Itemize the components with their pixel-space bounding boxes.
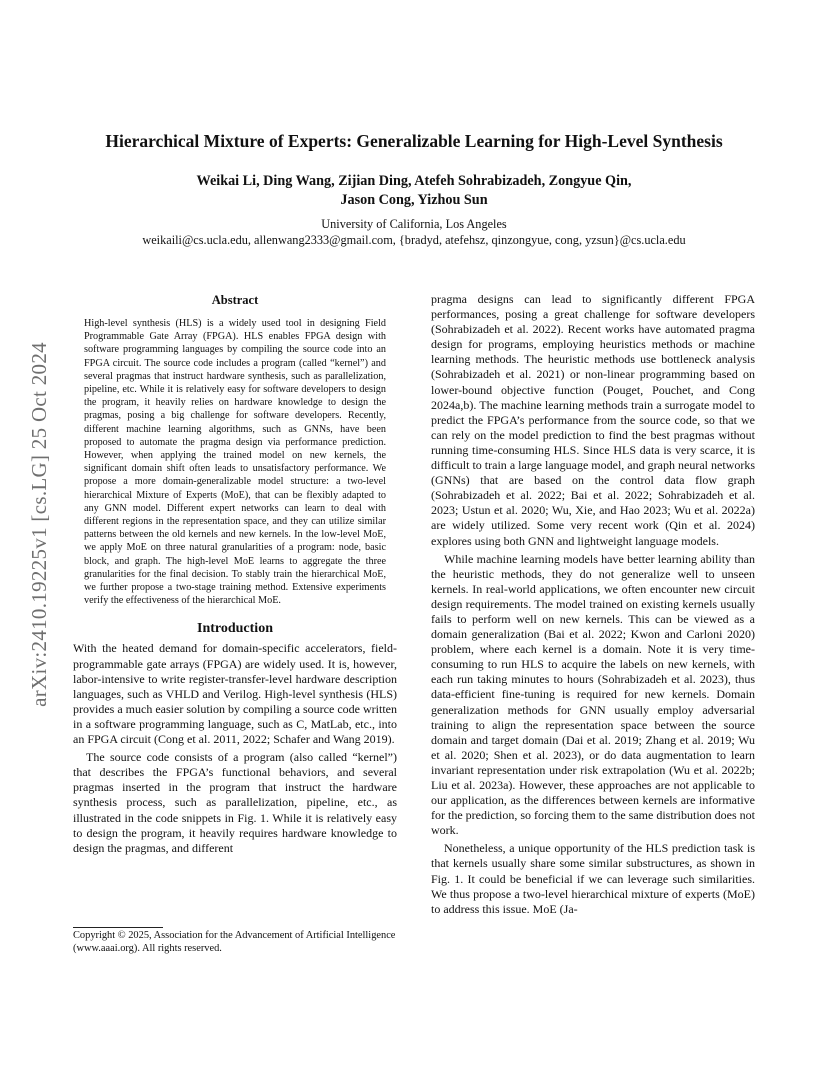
introduction-paragraph-2: The source code consists of a program (also called “kernel”) that describes the FPGA’s functional behaviors, and several pragmas inserted in the program that instruct the hardware synthesis process, such as parallelization, pipeline, etc., as illustrated in the code snippets in Fig. 1. While it is relatively easy to design the program, it heavily requires hardware knowledge to design the pragmas, and different (73, 750, 397, 855)
right-paragraph-2: While machine learning models have better learning ability than the heuristic methods, they do not generalize well to unseen kernels. In real-world applications, we often encounter new circuit design requirements. The model trained on existing kernels usually fails to perform well on new kernels. This can be viewed as a domain generalization (Bai et al. 2022; Kwon and Carloni 2020) problem, where each kernel is a domain. Note it is very time-consuming to run HLS to acquire the labels on new kernels, with each run taking minutes to hours (Sohrabizadeh et al. 2023), thus data-efficient fine-tuning is required for new kernels. Domain generalization methods for GNN usually employ adversarial training to align the representation space between the source domain and target domain (Dai et al. 2019; Zhang et al. 2019; Wu et al. 2020; Shen et al. 2023), or do data augmentation to learn invariant representation under risk extrapolation (Wu et al. 2022b; Liu et al. 2023a). However, these approaches are not applicable to our application, as the differences between kernels are informative for the prediction, so forcing them to the same distribution does not work. (431, 551, 755, 838)
footnote-divider (73, 927, 163, 928)
paper-title: Hierarchical Mixture of Experts: Generalizable Learning for High-Level Synthesis (105, 131, 723, 151)
introduction-heading: Introduction (197, 621, 273, 637)
right-paragraph-3: Nonetheless, a unique opportunity of the HLS prediction task is that kernels usually share some similar substructures, as shown in Fig. 1. It could be beneficial if we can leverage such similarities. We thus propose a two-level hierarchical mixture of experts (MoE) to address this issue. MoE (Ja- (431, 841, 755, 916)
right-paragraph-1: pragma designs can lead to significantly different FPGA performances, posing a great challenge for software developers (Sohrabizadeh et al. 2022). Recent works have automated pragma design for programs, employing heuristics methods or machine learning methods. The heuristic methods use bottleneck analysis (Sohrabizadeh et al. 2021) or non-linear programming based on lower-bound objective function (Pouget, Pouchet, and Cong 2024a,b). The machine learning methods train a surrogate model to predict the FPGA’s performance from the source code, so that we can rely on the model prediction to find the best pragmas without running time-consuming HLS. Since HLS data is very scarce, it is difficult to train a large language model, and graph neural networks (GNNs) that are based on the control data flow graph (Sohrabizadeh et al. 2022; Bai et al. 2022; Sohrabizadeh et al. 2023; Ustun et al. 2020; Wu, Xie, and Hao 2023; Wu et al. 2022a) are widely utilized. Some very recent work (Qin et al. 2024) explores using both GNN and lightweight language models. (431, 292, 755, 548)
author-emails: weikaili@cs.ucla.edu, allenwang2333@gmail.com, {bradyd, atefehsz, qinzongyue, cong, yzsun}@cs.ucla.edu (142, 233, 686, 247)
copyright-footnote: Copyright © 2025, Association for the Advancement of Artificial Intelligence (www.aaai.org). All rights reserved. (73, 930, 396, 955)
arxiv-identifier (27, 289, 51, 759)
abstract-text: High-level synthesis (HLS) is a widely used tool in designing Field Programmable Gate Array (FPGA). HLS enables FPGA design with software programming languages by compiling the source code into an FPGA circuit. The source code includes a program (called “kernel”) and several pragmas that instruct hardware synthesis, such as parallelization, pipeline, etc. While it is relatively easy for software developers to design the program, it heavily relies on hardware knowledge to design the pragmas, posing a big challenge for software developers. Recently, different machine learning algorithms, such as GNNs, have been proposed to automate the pragma design via performance prediction. However, when applying the trained model on new kernels, the significant domain shift often leads to unsatisfactory performance. We propose a more domain-generalizable model structure: a two-level hierarchical Mixture of Experts (MoE), that can be flexibly adapted to any GNN model. Different expert networks can learn to deal with different regions in the representation space, and they can utilize similar patterns between the old kernels and new kernels. In the low-level MoE, we apply MoE on three natural granularities of a program: node, basic block, and graph. The high-level MoE learns to aggregate the three granularities for the final decision. To stably train the hierarchical MoE, we further propose a two-stage training method. Extensive experiments verify the effectiveness of the hierarchical MoE. (84, 318, 386, 607)
abstract-heading: Abstract (211, 293, 259, 307)
affiliation-block (80, 216, 748, 248)
introduction-paragraph-1: With the heated demand for domain-specific accelerators, field-programmable gate arrays (FPGA) are widely used. It is, however, labor-intensive to write register-transfer-level hardware description languages, such as VHLD and Verilog. High-level synthesis (HLS) provides a much easier solution by compiling a source code written in a software programming language, such as C, MatLab, etc., into an FPGA circuit (Cong et al. 2011, 2022; Schafer and Wang 2019). (73, 641, 397, 747)
author-list (150, 172, 678, 210)
arxiv-identifier-text: arXiv:2410.19225v1 [cs.LG] 25 Oct 2024 (26, 341, 51, 707)
authors-line-1: Weikai Li, Ding Wang, Zijian Ding, Atefeh Sohrabizadeh, Zongyue Qin, (196, 173, 632, 189)
affiliation: University of California, Los Angeles (321, 217, 507, 231)
authors-line-2: Jason Cong, Yizhou Sun (340, 192, 488, 208)
left-column (73, 292, 397, 856)
right-column (431, 292, 755, 917)
